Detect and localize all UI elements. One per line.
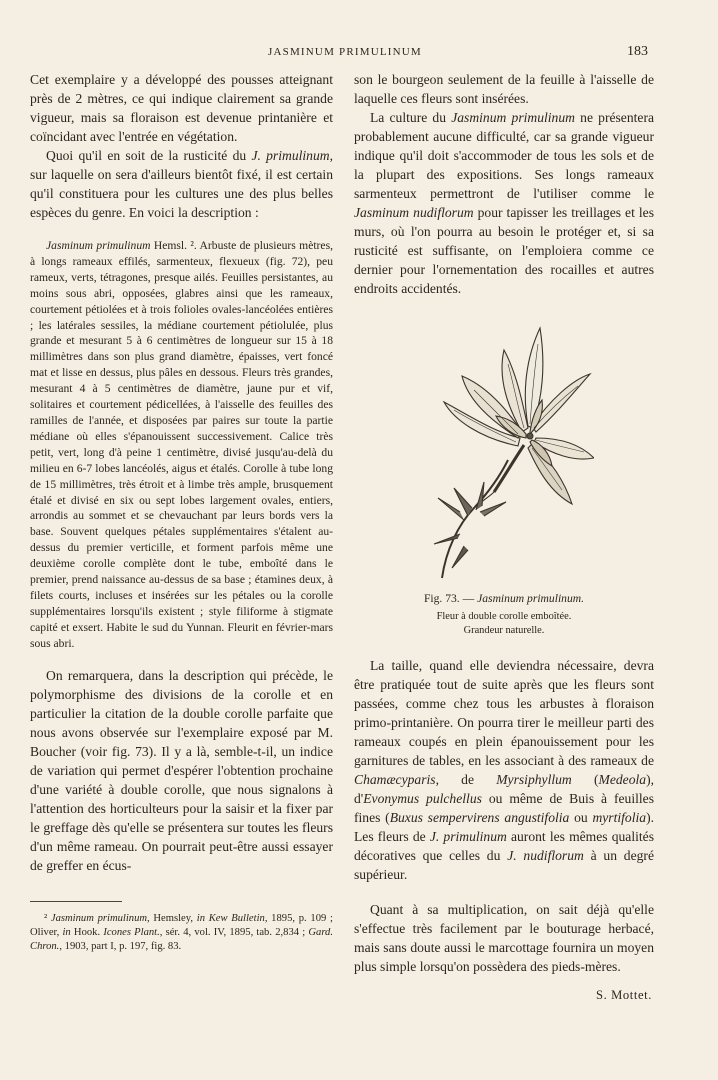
right-column-lower (354, 656, 654, 1003)
page-number: 183 (627, 44, 648, 59)
footnote-divider (30, 901, 122, 902)
species-name: J. primulinum (251, 148, 330, 163)
running-title: JASMINUM PRIMULINUM (268, 46, 422, 58)
footnote: ² Jasminum primulinum, Hemsley, in Kew Bulletin, 1895, p. 109 ; Oliver, in Hook. Icones Plant., sér. 4, vol. IV, 1895, tab. 2,834 ; Gard. Chron., 1903, part I, p. 197, fig. 83. (30, 912, 333, 952)
figure-scale-note: Grandeur naturelle. (463, 625, 545, 636)
author-signature: S. Mottet. (595, 988, 652, 1002)
left-paragraph-3: On remarquera, dans la description qui précède, le polymorphisme des divisions de la corolle et en particulier la citation de la double corolle parfaite que nous avons observée sur l'exemplaire exposé par M. Boucher (voir fig. 73). Il y a là, semble-t-il, un indice de variation qui permet d'espérer l'obtention prochaine d'une variété à double corolle, que nous signalons à l'attention des horticulteurs pour la saisir et la fixer par le greffage dès qu'elle se présentera sur toutes les fleurs d'un même rameau. On pourrait peut-être aussi essayer de greffer en écus- (30, 667, 333, 873)
right-paragraph-4: Quant à sa multiplication, on sait déjà qu'elle s'effectue très facilement par le bouturage herbacé, mais sans doute aussi le marcottage fournira un moyen plus simple lorsqu'on possèdera des pieds-mères. (354, 902, 654, 974)
left-paragraph-2: Quoi qu'il en soit de la rusticité du J. primulinum, sur laquelle on sera d'ailleurs bientôt fixé, il est certain qu'il constituera pour les cultures une des plus belles espèces du genre. En voici la description : (30, 148, 333, 220)
right-paragraph-3: La taille, quand elle deviendra nécessaire, devra être pratiquée tout de suite après que les fleurs sont passées, comme chez tous les arbustes à floraison primo-printanière. On pourra tirer le meilleur parti des rameaux coupés en plein épanouissement pour les garnitures de tables, en les associant à des rameaux de Chamæcyparis, de Myrsiphyllum (Medeola), d'Evonymus pulchellus ou même de Buis à feuilles fines (Buxus sempervirens angustifolia ou myrtifolia). Les fleurs de J. primulinum auront les mêmes qualités décoratives que celles du J. nudiflorum à un degré supérieur. (354, 658, 655, 882)
left-paragraph-1: Cet exemplaire y a développé des pousses atteignant près de 2 mètres, ce qui indique clairement sa grande vigueur, mais sa floraison est devenue printanière et coïncidant avec l'entrée en végétation. (30, 72, 333, 144)
left-column (30, 70, 333, 954)
jasmine-flower-illustration (424, 320, 594, 582)
figure-caption: Fig. 73. — Jasminum primulinum. (423, 592, 585, 605)
figure-73 (354, 320, 654, 650)
species-name: Jasminum primulinum (46, 239, 151, 252)
species-description: Jasminum primulinum Hemsl. ². Arbuste de plusieurs mètres, à longs rameaux effilés, sarmenteux, flexueux (fig. 72), peu rameux, verts, tétragones, presque ailés. Feuilles persistantes, au moins sous abri, opposées, glabres ainsi que les rameaux, courtement pétiolées et à trois folioles ovales-lancéolées entières ; les latérales sessiles, la médiane courtement pétiolulée, plus grande et mesurant 5 à 6 centimètres de longueur sur 15 à 18 millimètres dans son plus grand diamètre, épaisses, vert foncé mat et lisse en dessus, plus pâles en dessous. Fleurs très grandes, mesurant 4 à 5 centimètres de diamètre, jaune pur et vif, solitaires et courtement pédicellées, à l'aisselle des feuilles des ramilles de l'année, et disposées par paires sur toute la partie médiane où elles s'épanouissent successivement. Calice très petit, vert, long d'à peine 1 centimètre, divisé jusqu'au-delà du milieu en 6-7 lobes lancéolés, aigus et étalés. Corolle à tube long de 15 millimètres, très étroit et à limbe très ample, brusquement étalé et divisé en six ou sept lobes largement ovales, entiers, arrondis au sommet et se chevauchant par leurs bords vers la base. Souvent quelques pétales supplémentaires s'étalent au-dessus du premier verticille, et forment parfois même une deuxième corolle complète dont le tube, emboîté dans le premier, prend naissance au-dessus de sa base ; étamines deux, à filets courts, incluses et insérées sur les pétales ou la corolle supplémentaires lorsqu'ils existent ; style filiforme à stigmate capité et exsert. Habite le sud du Yunnan. Fleurit en février-mars sous abri. (30, 239, 333, 650)
right-paragraph-1: son le bourgeon seulement de la feuille à l'aisselle de laquelle ces fleurs sont insérées. (354, 72, 654, 106)
right-column-upper (354, 70, 654, 298)
figure-subcaption: Fleur à double corolle emboîtée. (436, 611, 572, 622)
right-paragraph-2: La culture du Jasminum primulinum ne présentera probablement aucune difficulté, car sa grande vigueur indique qu'il doit s'accommoder de tous les sols et de la plupart des expositions. Ses longs rameaux sarmenteux permettront de l'utiliser comme le Jasminum nudiflorum pour tapisser les treillages et les murs, où l'on pourra au besoin le protéger et, si sa rusticité est suffisante, on l'emploiera comme ce dernier pour l'ornementation des rocailles et autres endroits accidentés. (354, 110, 655, 296)
